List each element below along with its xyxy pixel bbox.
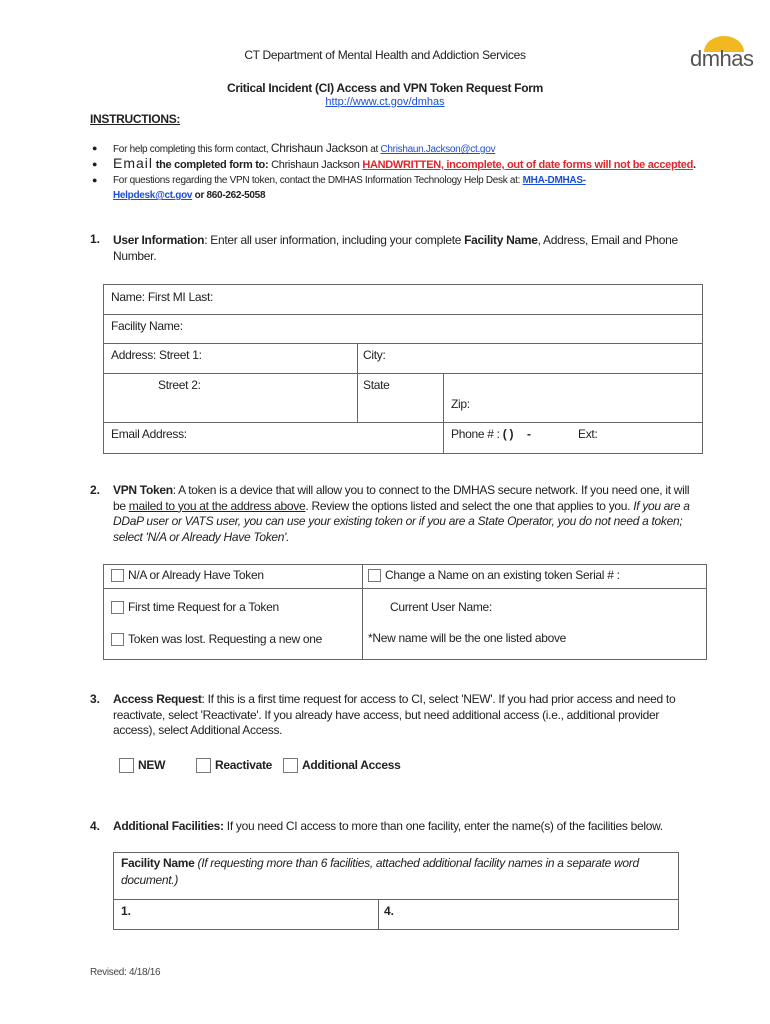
section1-number: 1. [90, 232, 101, 246]
user-info-table [103, 284, 703, 454]
bullet-icon: ● [92, 175, 98, 185]
access-additional-label: Additional Access [302, 758, 401, 772]
email-word: Email [113, 155, 154, 171]
instruction-email [113, 155, 696, 171]
section2-line2-pre: be [113, 498, 129, 513]
email-mid-text: the completed form to: [153, 159, 272, 171]
phone-dash: - [527, 427, 531, 441]
state-field[interactable]: State [363, 378, 390, 392]
section2-line2-underline: mailed to you at the address above [128, 498, 306, 513]
section1-text-a: : Enter all user information, including your complete [204, 233, 465, 247]
section2-text [113, 483, 693, 545]
zip-field[interactable]: Zip: [451, 397, 470, 411]
checkbox-icon[interactable] [368, 569, 381, 582]
section1-text [113, 232, 683, 264]
section2-line1: : A token is a device that will allow you to connect to the DMHAS secure network. If you need one, it will [172, 483, 690, 497]
facility-note-2: document.) [121, 873, 179, 887]
access-new-option[interactable] [119, 758, 165, 773]
option-change-label: Change a Name on an existing token Serial # : [385, 568, 620, 582]
checkbox-icon[interactable] [111, 601, 124, 614]
option-token-lost[interactable] [111, 632, 322, 646]
section1-text-b: , Address, Email and Phone [537, 233, 678, 247]
name-field[interactable]: Name: First MI Last: [111, 290, 214, 304]
contact-email-link[interactable]: Chrishaun.Jackson@ct.gov [380, 144, 496, 155]
form-title: Critical Incident (CI) Access and VPN Token Request Form [227, 81, 543, 95]
instruction-help [113, 141, 495, 155]
new-name-note: *New name will be the one listed above [368, 631, 567, 645]
section4-number: 4. [90, 819, 101, 833]
option-first-time[interactable] [111, 600, 279, 614]
access-new-label: NEW [138, 758, 166, 772]
phone-label: Phone # : [451, 427, 503, 441]
vpn-help-text: For questions regarding the VPN token, contact the DMHAS Information Technology Help Desk at: [113, 175, 523, 186]
handwritten-warning: HANDWRITTEN, incomplete, out of date forms will not be accepted [362, 159, 694, 171]
checkbox-icon[interactable] [196, 758, 211, 773]
option-na-token[interactable] [111, 568, 264, 582]
dmhas-url-link[interactable]: http://www.ct.gov/dmhas [325, 96, 445, 108]
ext-field[interactable]: Ext: [578, 427, 598, 441]
facility-note-1: (If requesting more than 6 facilities, attached additional facility names in a separate word [194, 856, 639, 870]
section3-number: 3. [90, 692, 101, 706]
checkbox-icon[interactable] [111, 569, 124, 582]
checkbox-icon[interactable] [111, 633, 124, 646]
instructions-heading: INSTRUCTIONS: [90, 112, 181, 126]
at-text: at [367, 144, 381, 155]
facility-row-1[interactable]: 1. [121, 904, 132, 918]
section2-line2-post: . Review the options listed and select the one that applies to you. [305, 498, 634, 513]
revised-date: Revised: 4/18/16 [90, 967, 161, 978]
section3-text [113, 692, 693, 739]
section1-title: User Information [113, 233, 205, 247]
city-field[interactable]: City: [363, 348, 386, 362]
checkbox-icon[interactable] [283, 758, 298, 773]
phone-field[interactable] [451, 427, 513, 441]
option-na-label: N/A or Already Have Token [128, 568, 264, 582]
section4-text [113, 819, 713, 833]
section3-line3: access), select Additional Access. [113, 723, 283, 737]
section2-line3: DDaP user or VATS user, you can use your existing token or if you are a State Operator, you do not need a token; [113, 514, 683, 528]
helpdesk-phone: or 860-262-5058 [192, 190, 266, 201]
helpdesk-email-link-part2[interactable]: Helpdesk@ct.gov [113, 190, 193, 201]
access-reactivate-label: Reactivate [215, 758, 273, 772]
section4-desc: If you need CI access to more than one facility, enter the name(s) of the facilities below. [223, 819, 663, 833]
checkbox-icon[interactable] [119, 758, 134, 773]
instruction-vpn [113, 173, 633, 203]
period: . [693, 159, 696, 171]
email-contact-name: Chrishaun Jackson [271, 159, 363, 171]
option-change-name[interactable] [368, 568, 620, 582]
street2-field[interactable]: Street 2: [158, 378, 201, 392]
section1-text-bold: Facility Name [464, 233, 538, 247]
section2-number: 2. [90, 483, 101, 497]
section3-title: Access Request [113, 692, 202, 706]
option-lost-label: Token was lost. Requesting a new one [128, 632, 322, 646]
bullet-icon: ● [92, 143, 98, 153]
org-name: CT Department of Mental Health and Addiction Services [244, 48, 526, 62]
section3-line1: : If this is a first time request for access to CI, select 'NEW'. If you had prior access and need to [201, 692, 676, 706]
street1-field[interactable]: Address: Street 1: [111, 348, 202, 362]
facility-name-field[interactable]: Facility Name: [111, 319, 183, 333]
help-text: For help completing this form contact, [113, 144, 271, 155]
email-address-field[interactable]: Email Address: [111, 427, 187, 441]
section1-text-c: Number. [113, 249, 157, 263]
access-reactivate-option[interactable] [196, 758, 272, 773]
access-additional-option[interactable] [283, 758, 400, 773]
helpdesk-email-link-part1[interactable]: MHA-DMHAS- [522, 175, 586, 186]
facilities-table-heading [121, 855, 671, 889]
facility-row-4[interactable]: 4. [384, 904, 395, 918]
dmhas-logo [690, 30, 756, 74]
section4-title: Additional Facilities: [113, 819, 224, 833]
logo-text: dmhas [690, 46, 754, 71]
section2-line2-italic: If you are a [633, 498, 690, 513]
facility-name-heading: Facility Name [121, 856, 195, 870]
section3-line2: reactivate, select 'Reactivate'. If you already have access, but need additional access (i.e., additional provider [113, 707, 660, 722]
contact-name: Chrishaun Jackson [270, 141, 368, 155]
section2-line4: select 'N/A or Already Have Token'. [113, 529, 290, 544]
bullet-icon: ● [92, 159, 98, 169]
phone-area-code: ( ) [502, 427, 514, 441]
section2-title: VPN Token [113, 483, 173, 497]
option-first-label: First time Request for a Token [128, 600, 279, 614]
current-user-name-field[interactable]: Current User Name: [390, 600, 492, 614]
